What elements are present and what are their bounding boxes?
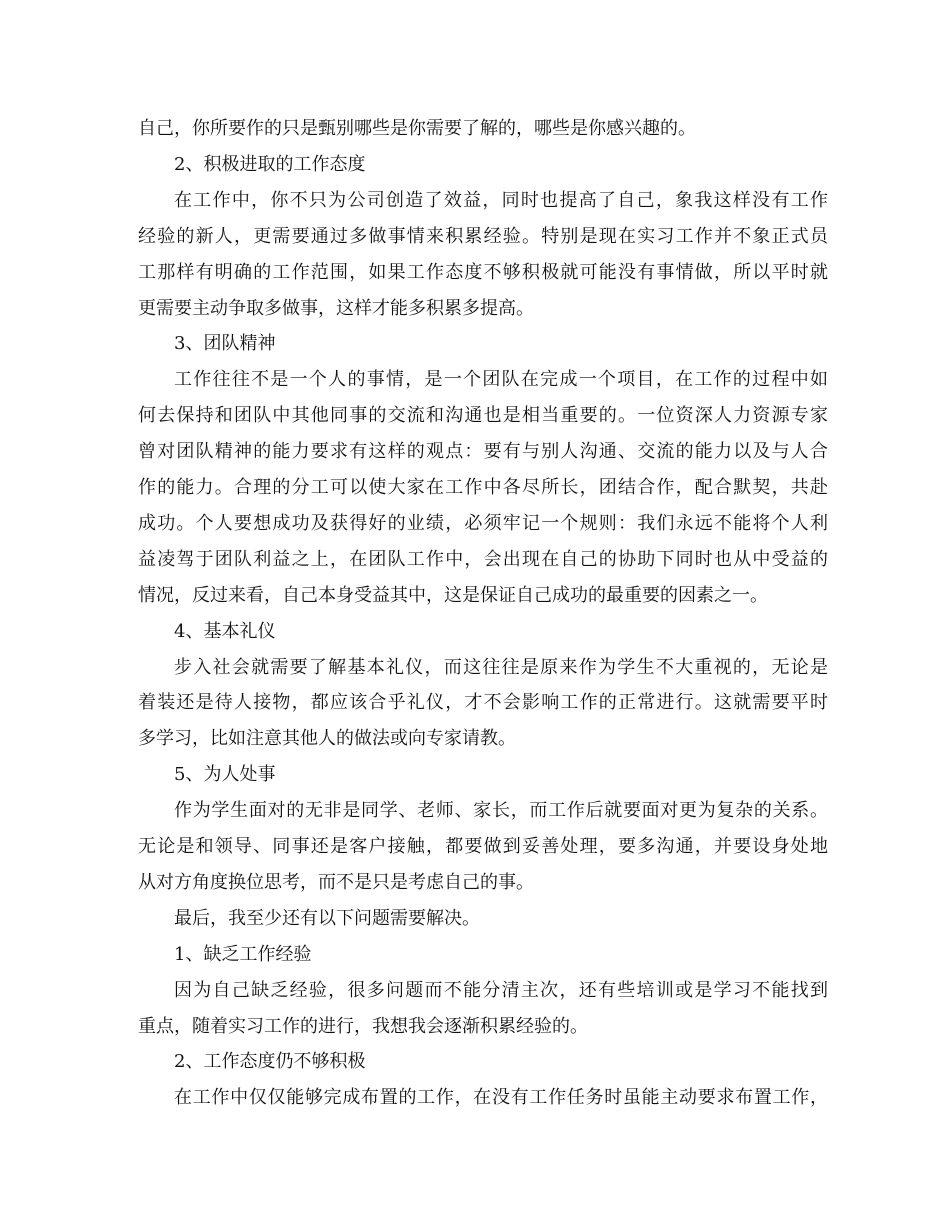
text-line: 更需要主动争取多做事，这样才能多积累多提高。 xyxy=(138,298,534,319)
text-line: 重点，随着实习工作的进行，我想我会逐渐积累经验的。 xyxy=(138,1016,588,1037)
text-line: 1、缺乏工作经验 xyxy=(174,944,312,965)
text-line: 经验的新人，更需要通过多做事情来积累经验。特别是现在实习工作并不象正式员 xyxy=(138,226,828,247)
text-line: 多学习，比如注意其他人的做法或向专家请教。 xyxy=(138,728,516,749)
text-line: 2、积极进取的工作态度 xyxy=(174,154,366,175)
text-line: 从对方角度换位思考，而不是只是考虑自己的事。 xyxy=(138,872,534,893)
text-line: 因为自己缺乏经验，很多问题而不能分清主次，还有些培训或是学习不能找到 xyxy=(174,980,828,1001)
text-line: 情况，反过来看，自己本身受益其中，这是保证自己成功的最重要的因素之一。 xyxy=(138,585,768,606)
text-line: 在工作中，你不只为公司创造了效益，同时也提高了自己，象我这样没有工作 xyxy=(174,190,828,211)
text-line: 5、为人处事 xyxy=(174,764,276,785)
text-line: 4、基本礼仪 xyxy=(174,621,276,642)
text-line: 2、工作态度仍不够积极 xyxy=(174,1051,366,1072)
text-line: 何去保持和团队中其他同事的交流和沟通也是相当重要的。一位资深人力资源专家 xyxy=(138,405,828,426)
text-line: 无论是和领导、同事还是客户接触，都要做到妥善处理，要多沟通，并要设身处地 xyxy=(138,836,828,857)
text-line: 成功。个人要想成功及获得好的业绩，必须牢记一个规则：我们永远不能将个人利 xyxy=(138,513,828,534)
text-line: 曾对团队精神的能力要求有这样的观点：要有与别人沟通、交流的能力以及与人合 xyxy=(138,441,828,462)
text-line: 3、团队精神 xyxy=(174,333,276,354)
text-line: 在工作中仅仅能够完成布置的工作，在没有工作任务时虽能主动要求布置工作， xyxy=(174,1087,828,1108)
text-line: 作为学生面对的无非是同学、老师、家长，而工作后就要面对更为复杂的关系。 xyxy=(174,800,828,821)
text-line: 作的能力。合理的分工可以使大家在工作中各尽所长，团结合作，配合默契，共赴 xyxy=(138,477,828,498)
text-line: 工那样有明确的工作范围，如果工作态度不够积极就可能没有事情做，所以平时就 xyxy=(138,262,828,283)
text-line: 工作往往不是一个人的事情，是一个团队在完成一个项目，在工作的过程中如 xyxy=(174,369,828,390)
text-line: 步入社会就需要了解基本礼仪，而这往往是原来作为学生不大重视的，无论是 xyxy=(174,657,828,678)
text-line: 自己，你所要作的只是甄别哪些是你需要了解的，哪些是你感兴趣的。 xyxy=(138,118,696,139)
text-line: 着装还是待人接物，都应该合乎礼仪，才不会影响工作的正常进行。这就需要平时 xyxy=(138,692,828,713)
text-line: 最后，我至少还有以下问题需要解决。 xyxy=(174,908,480,929)
text-line: 益凌驾于团队利益之上，在团队工作中，会出现在自己的协助下同时也从中受益的 xyxy=(138,549,828,570)
